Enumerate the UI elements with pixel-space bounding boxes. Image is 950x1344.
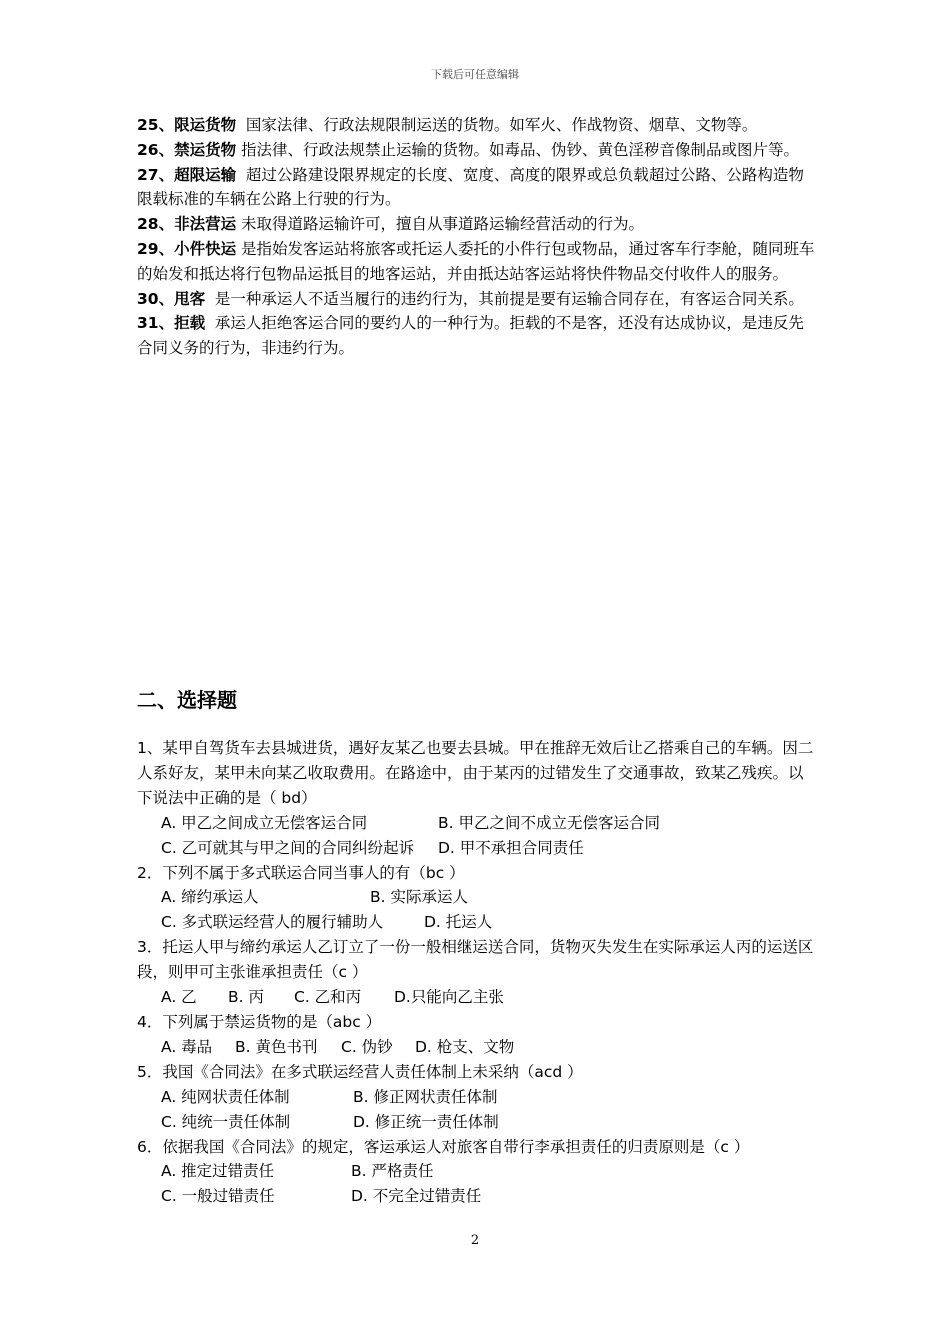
option-row bbox=[137, 985, 817, 1010]
option-row bbox=[137, 910, 817, 935]
definition-term: 31、拒载 bbox=[137, 314, 206, 333]
definition-text: 超过公路建设限界规定的长度、宽度、高度的限界或总负载超过公路、公路构造物限载标准的车辆在公路上行驶的行为。 bbox=[137, 165, 804, 209]
definition-text: 承运人拒绝客运合同的要约人的一种行为。拒载的不是客，还没有达成协议，是违反先合同义务的行为，非违约行为。 bbox=[137, 314, 804, 358]
answer-option: A. 毒品 bbox=[161, 1037, 213, 1056]
definition-term: 27、超限运输 bbox=[137, 165, 237, 184]
definition-item bbox=[137, 311, 817, 361]
answer-option: C. 乙和丙 bbox=[294, 988, 362, 1007]
option-row bbox=[137, 1159, 817, 1184]
question-stem: 3．托运人甲与缔约承运人乙订立了一份一般相继运送合同，货物灭失发生在实际承运人丙的运送区段，则甲可主张谁承担责任（c ） bbox=[137, 938, 814, 982]
definition-text: 是一种承运人不适当履行的违约行为，其前提是要有运输合同存在，有客运合同关系。 bbox=[205, 289, 804, 308]
answer-option: A. 纯网状责任体制 bbox=[161, 1087, 290, 1106]
question-stem: 1、某甲自驾货车去县城进货，遇好友某乙也要去县城。甲在推辞无效后让乙搭乘自己的车辆。因二人系好友，某甲未向某乙收取费用。在路途中，由于某丙的过错发生了交通事故，致某乙残疾。以下说法中正确的是（ bd） bbox=[137, 739, 814, 807]
question-stem: 5．我国《合同法》在多式联运经营人责任体制上未采纳（acd ） bbox=[137, 1062, 583, 1081]
question-stem: 6．依据我国《合同法》的规定，客运承运人对旅客自带行李承担责任的归责原则是（c ） bbox=[137, 1137, 750, 1156]
answer-option: B. 黄色书刊 bbox=[235, 1037, 318, 1056]
definition-item bbox=[137, 113, 817, 138]
question-stem: 4．下列属于禁运货物的是（abc ） bbox=[137, 1012, 382, 1031]
answer-option: B. 修正网状责任体制 bbox=[353, 1087, 498, 1106]
answer-option: B. 严格责任 bbox=[351, 1162, 434, 1181]
answer-option: D. 托运人 bbox=[424, 913, 493, 932]
definition-item bbox=[137, 287, 817, 312]
definition-item bbox=[137, 163, 817, 213]
answer-option: A. 甲乙之间成立无偿客运合同 bbox=[161, 813, 368, 832]
question-stem: 2．下列不属于多式联运合同当事人的有（bc ） bbox=[137, 863, 465, 882]
answer-option: B. 实际承运人 bbox=[370, 888, 468, 907]
definition-item bbox=[137, 138, 817, 163]
answer-option: D. 不完全过错责任 bbox=[351, 1187, 482, 1206]
definition-text: 国家法律、行政法规限制运送的货物。如军火、作战物资、烟草、文物等。 bbox=[236, 116, 758, 134]
answer-option: A. 乙 bbox=[161, 988, 197, 1007]
definition-term: 25、限运货物 bbox=[137, 116, 237, 134]
option-row bbox=[137, 1035, 817, 1060]
answer-option: D. 枪支、文物 bbox=[415, 1037, 515, 1056]
section-title: 二、选择题 bbox=[137, 688, 237, 712]
option-row bbox=[137, 885, 817, 910]
answer-option: C. 一般过错责任 bbox=[161, 1187, 275, 1206]
option-row bbox=[137, 1085, 817, 1110]
answer-option: D. 修正统一责任体制 bbox=[353, 1112, 499, 1131]
option-row bbox=[137, 1110, 817, 1135]
option-row bbox=[137, 836, 817, 861]
option-row bbox=[137, 1184, 817, 1209]
definitions-list bbox=[137, 113, 817, 361]
definition-term: 28、非法营运 bbox=[137, 215, 237, 234]
answer-option: A. 推定过错责任 bbox=[161, 1162, 275, 1181]
page-header: 下载后可任意编辑 bbox=[431, 68, 519, 81]
page-number: 2 bbox=[470, 1233, 480, 1248]
definition-text: 是指始发客运站将旅客或托运人委托的小件行包或物品，通过客车行李舱，随同班车的始发和抵达将行包物品运抵目的地客运站，并由抵达站客运站将快件物品交付收件人的服务。 bbox=[137, 239, 815, 283]
answer-option: A. 缔约承运人 bbox=[161, 888, 259, 907]
answer-option: C. 多式联运经营人的履行辅助人 bbox=[161, 913, 384, 932]
answer-option: C. 伪钞 bbox=[341, 1037, 393, 1056]
option-row bbox=[137, 811, 817, 836]
answer-option: B. 甲乙之间不成立无偿客运合同 bbox=[438, 813, 660, 832]
definition-item bbox=[137, 212, 817, 237]
definition-text: 指法律、行政法规禁止运输的货物。如毒品、伪钞、黄色淫秽音像制品或图片等。 bbox=[236, 140, 800, 159]
questions-list bbox=[137, 736, 817, 1209]
definition-item bbox=[137, 237, 817, 287]
answer-option: C. 乙可就其与甲之间的合同纠纷起诉 bbox=[161, 838, 415, 857]
answer-option: B. 丙 bbox=[228, 988, 264, 1007]
definition-term: 26、禁运货物 bbox=[137, 140, 237, 159]
definition-term: 30、甩客 bbox=[137, 289, 206, 308]
definition-term: 29、小件快运 bbox=[137, 239, 237, 258]
answer-option: C. 纯统一责任体制 bbox=[161, 1112, 291, 1131]
answer-option: D.只能向乙主张 bbox=[394, 988, 504, 1007]
answer-option: D. 甲不承担合同责任 bbox=[438, 838, 584, 857]
definition-text: 未取得道路运输许可，擅自从事道路运输经营活动的行为。 bbox=[236, 215, 645, 234]
